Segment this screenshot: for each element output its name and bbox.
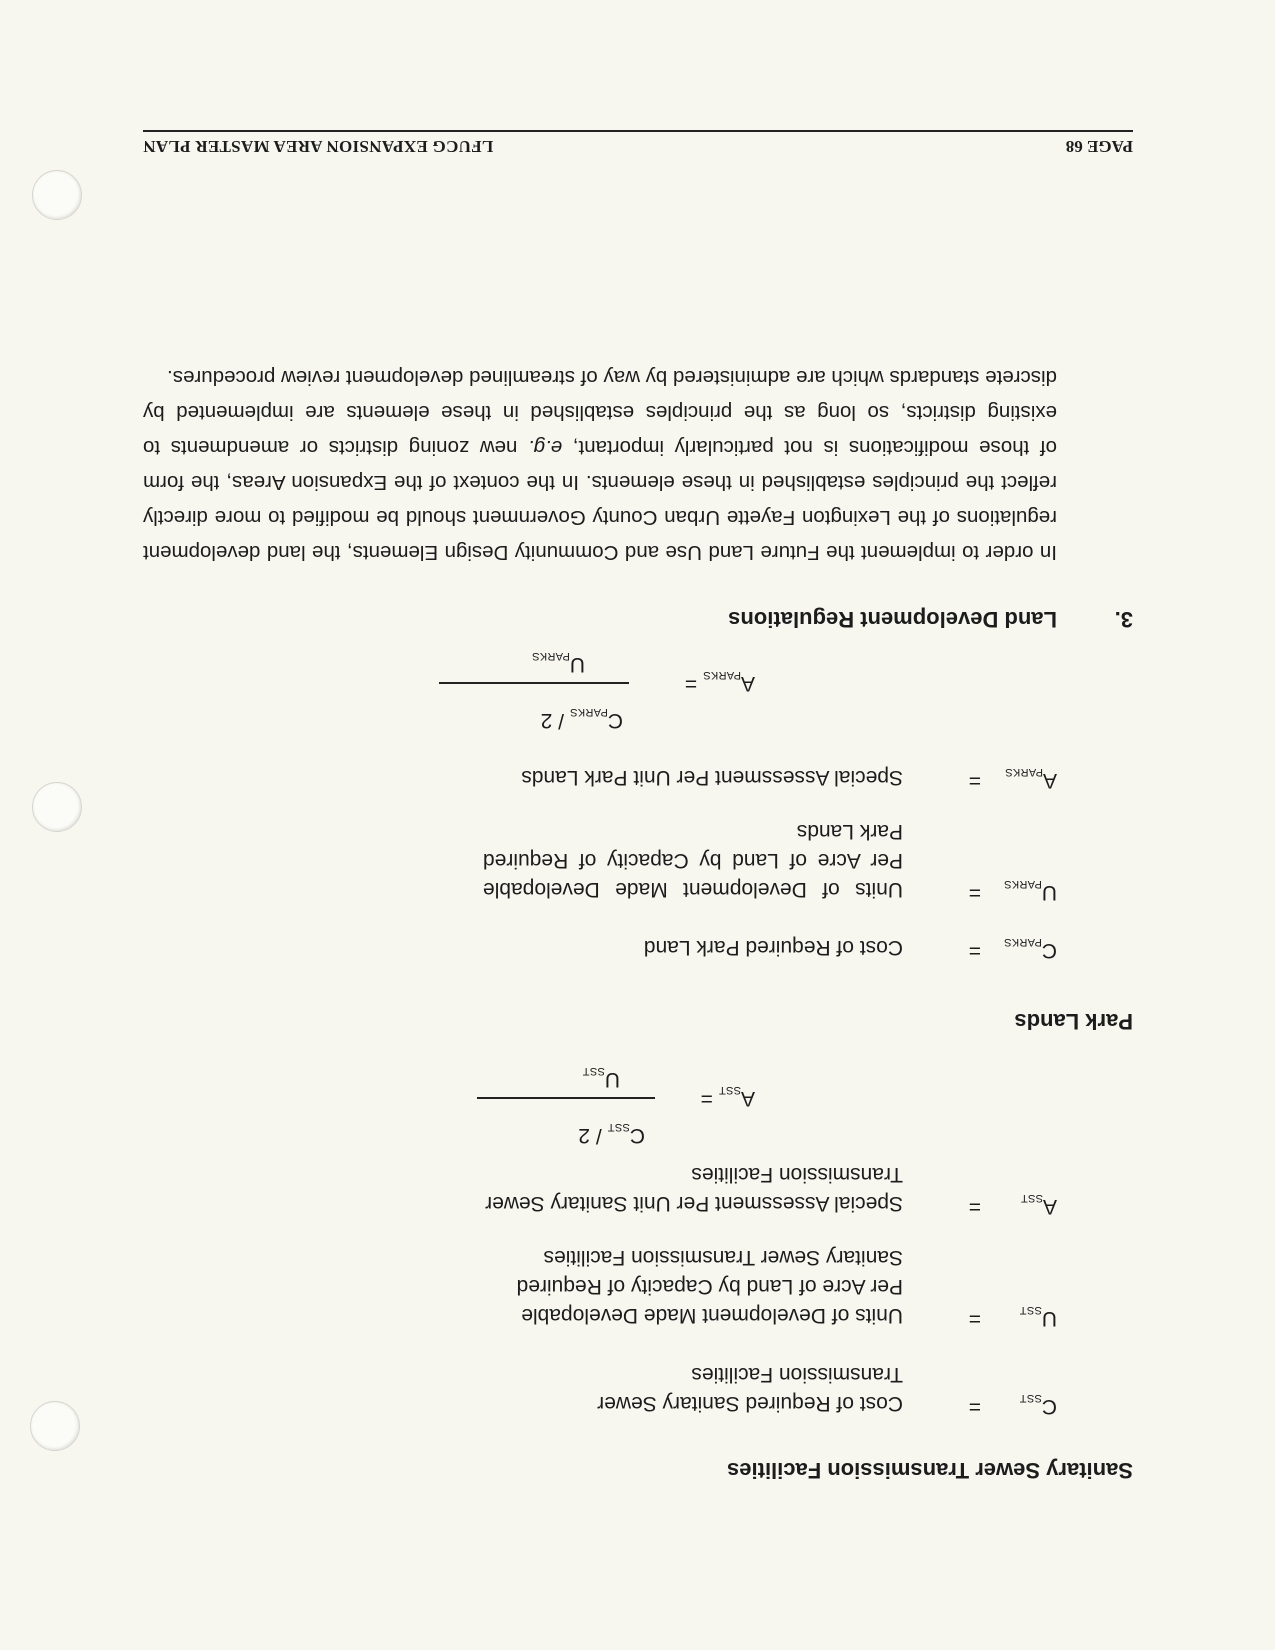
variable-symbol: $U_{PARKS}$ [1003,877,1057,904]
definition-text: Cost of Required Park Land [643,936,903,959]
sanitary-sewer-heading: Sanitary Sewer Transmission Facilities [727,1458,1133,1483]
formula-lhs: $A_{SST}$ = [700,1083,755,1110]
formula-numerator: $C_{PARKS} / 2$ [540,705,623,732]
page-number: PAGE 68 [1065,137,1133,156]
variable-symbol: $C_{SST}$ [1019,1391,1057,1418]
formula-numerator: $C_{SST} / 2$ [578,1120,645,1147]
formula-lhs: $A_{PARKS}$ = [684,668,755,695]
definition-text: Units of Development Made Developable Per Acre of Land by Capacity of Required Park Lands [483,820,903,901]
fraction-bar [439,682,629,684]
document-title: LFUCG EXPANSION AREA MASTER PLAN [143,137,494,156]
page-header [143,130,1133,162]
variable-symbol: $A_{SST}$ [1020,1191,1057,1218]
section-title: Land Development Regulations [728,607,1057,632]
variable-symbol: $U_{SST}$ [1019,1303,1057,1330]
parks-assessment-formula [415,630,755,740]
document-page: PAGE 68 LFUCG EXPANSION AREA MASTER PLAN Sanitary Sewer Transmission Facilities $C_{SST}$ = Cost of Required Sanitary Sewer Transmission Facilities $U_{SST}$ = Units of Development Made Developable Per Acre of Land by Capacity of Required Sanitary Sewer Transmission Facilities $A_{SST}$ = Special Assessment Per Unit Sanitary Sewer Transmission Facilities $A_{SST}$ = $C_{SST} / 2$ $U_{SST}$ Park Lands $C_{PARKS}$ = Cost of Required Park Land $U_{PARKS}$ = Units of Development Made Developable Per Acre of Land by Capacity of Required Park Lands $A_{PARKS}$ = Special Assessment Per Unit Park Lands $A_{PARKS}$ = $C_{PARKS} / 2$ $U_{PARKS}$ 3. Land Development Regulations In order to implement the Future Land Use and Community Design Elements, the land development regulations of the Lexington Fayette Urban County Government should be modified to more directly reflect the principles established in these elements. In the context of the Expansion Areas, the form of those modifications is not particularly important, e.g. new zoning districts or amendments to existing districts, so long as the principles established in these elements are implemented by discrete standards which are administered by way of streamlined development review procedures. [0,0,1275,1650]
binder-hole-middle [32,782,82,832]
park-lands-heading: Park Lands [1014,1009,1133,1034]
definition-text: Special Assessment Per Unit Park Lands [521,766,903,789]
formula-denominator: $U_{SST}$ [582,1064,620,1091]
definition-text: Special Assessment Per Unit Sanitary Sewer Transmission Facilities [485,1163,903,1215]
variable-symbol: $C_{PARKS}$ [1003,935,1057,962]
variable-symbol: $A_{PARKS}$ [1005,765,1057,792]
definition-text: Cost of Required Sanitary Sewer Transmission Facilities [597,1363,903,1415]
binder-hole-bottom [30,1401,80,1451]
fraction-bar [477,1097,655,1099]
section-number: 3. [1114,607,1133,632]
sanitary-assessment-formula [435,1045,755,1155]
binder-hole-top [32,170,82,220]
land-development-paragraph: In order to implement the Future Land Use and Community Design Elements, the land development regulations of the Lexington Fayette Urban County Government should be modified to more directly reflect the principles established in these elements. In the context of the Expansion Areas, the form of those modifications is not particularly important, e.g. new zoning districts or amendments to existing districts, so long as the principles established in these elements are implemented by discrete standards which are administered by way of streamlined development review procedures. [143,366,1057,564]
formula-denominator: $U_{PARKS}$ [531,649,585,676]
definition-text: Units of Development Made Developable Per Acre of Land by Capacity of Required Sanitary Sewer Transmission Facilities [516,1246,903,1327]
